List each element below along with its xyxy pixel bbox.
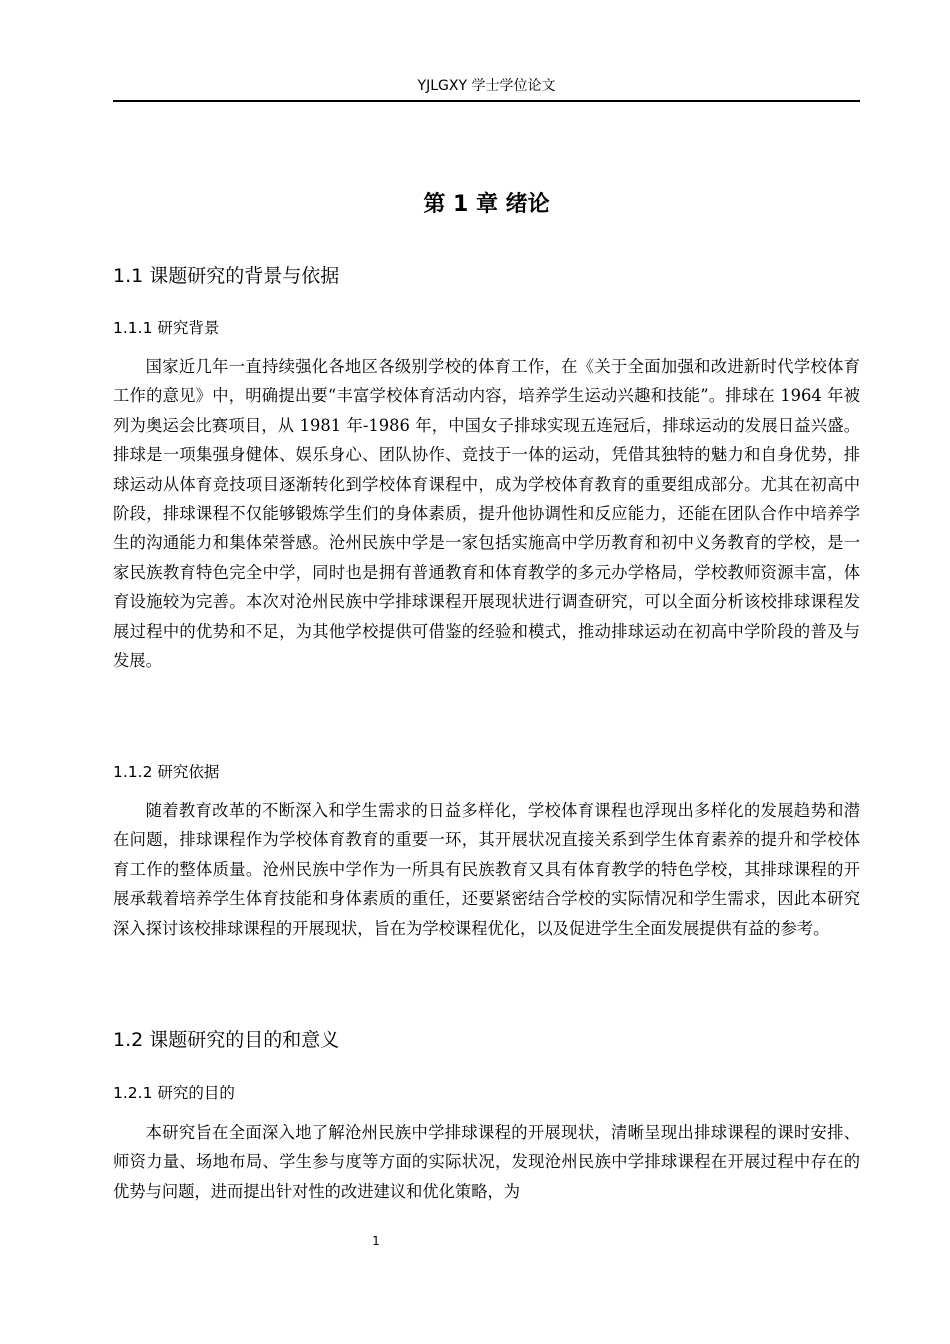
subsection-heading-1-1-1: 1.1.1 研究背景	[113, 319, 220, 337]
section-heading-1-2: 1.2 课题研究的目的和意义	[113, 1029, 340, 1051]
chapter-title: 第 1 章 绪论	[423, 192, 550, 217]
subsection-heading-1-1-2: 1.1.2 研究依据	[113, 763, 220, 781]
paragraph-research-purpose: 本研究旨在全面深入地了解沧州民族中学排球课程的开展现状，清晰呈现出排球课程的课时安排、师资力量、场地布局、学生参与度等方面的实际状况，发现沧州民族中学排球课程在开展过程中存在的优势与问题，进而提出针对性的改进建议和优化策略，为	[113, 1123, 860, 1201]
section-heading-1-1: 1.1 课题研究的背景与依据	[113, 265, 340, 287]
subsection-heading-1-2-1: 1.2.1 研究的目的	[113, 1084, 235, 1102]
paragraph-research-basis: 随着教育改革的不断深入和学生需求的日益多样化，学校体育课程也浮现出多样化的发展趋势和潜在问题，排球课程作为学校体育教育的重要一环，其开展状况直接关系到学生体育素养的提升和学校体育工作的整体质量。沧州民族中学作为一所具有民族教育又具有体育教学的特色学校，其排球课程的开展承载着培养学生体育技能和身体素质的重任，还要紧密结合学校的实际情况和学生需求，因此本研究深入探讨该校排球课程的开展现状，旨在为学校课程优化，以及促进学生全面发展提供有益的参考。	[113, 801, 860, 938]
page-number: 1	[372, 1234, 380, 1248]
paragraph-research-background: 国家近几年一直持续强化各地区各级别学校的体育工作，在《关于全面加强和改进新时代学校体育工作的意见》中，明确提出要“丰富学校体育活动内容，培养学生运动兴趣和技能”。排球在 1964 年被列为奥运会比赛项目，从 1981 年-1986 年，中国女子排球实现五连冠后，排球运动的发展日益兴盛。排球是一项集强身健体、娱乐身心、团队协作、竞技于一体的运动，凭借其独特的魅力和自身优势，排球运动从体育竞技项目逐渐转化到学校体育课程中，成为学校体育教育的重要组成部分。尤其在初高中阶段，排球课程不仅能够锻炼学生们的身体素质，提升他协调性和反应能力，还能在团队合作中培养学生的沟通能力和集体荣誉感。沧州民族中学是一家包括实施高中学历教育和初中义务教育的学校，是一家民族教育特色完全中学，同时也是拥有普通教育和体育教学的多元办学格局，学校教师资源丰富，体育设施较为完善。本次对沧州民族中学排球课程开展现状进行调查研究，可以全面分析该校排球课程发展过程中的优势和不足，为其他学校提供可借鉴的经验和模式，推动排球运动在初高中学阶段的普及与发展。	[113, 357, 860, 671]
page-header: YJLGXY 学士学位论文	[417, 78, 556, 94]
header-rule	[113, 100, 860, 102]
